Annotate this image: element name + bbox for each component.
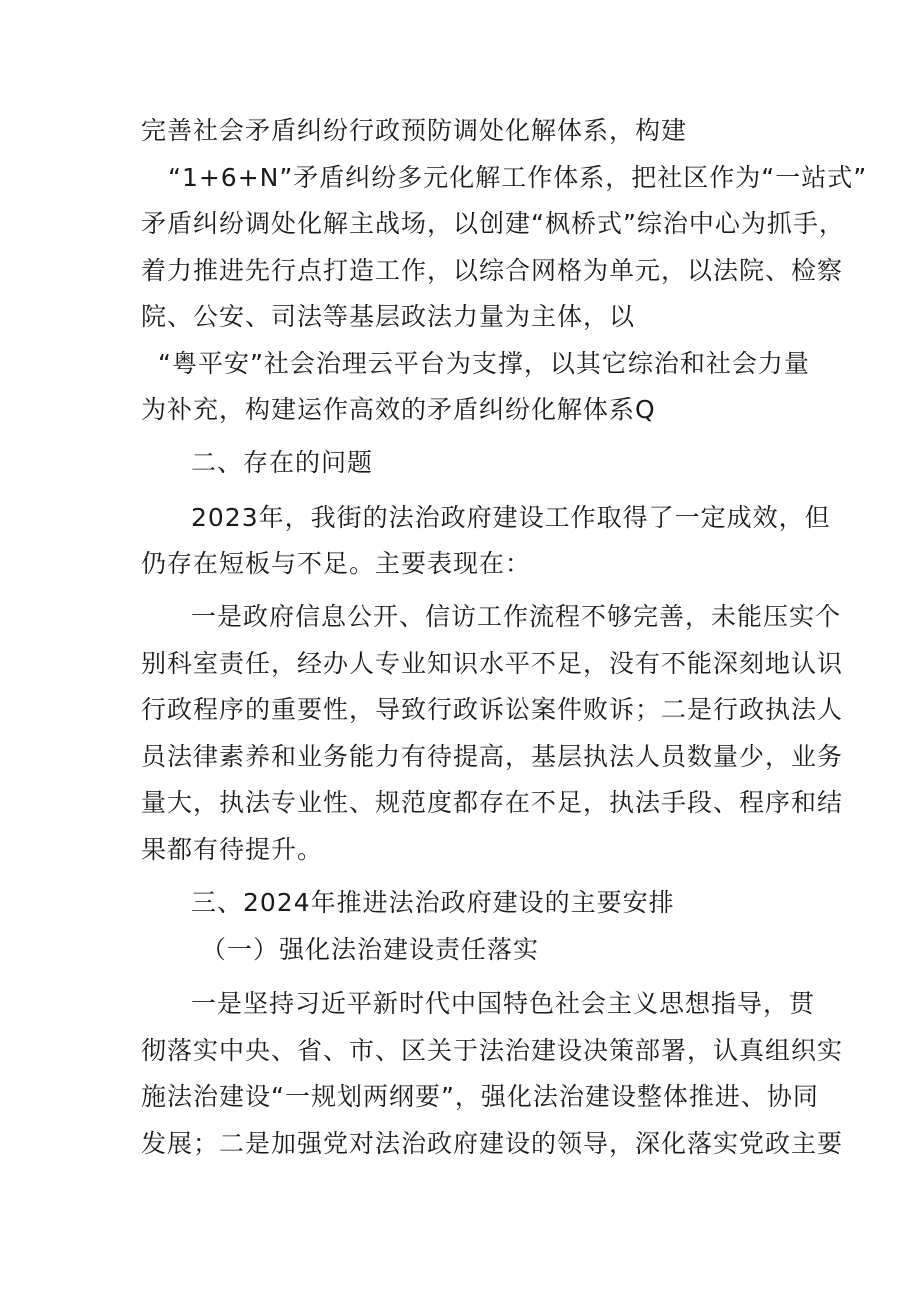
text-line-14: 员法律素养和业务能力有待提高，基层执法人员数量少，业务 <box>141 742 844 771</box>
text-line-21: 施法治建设“一规划两纲要”，强化法治建设整体推进、协同 <box>141 1082 819 1111</box>
text-line-9: 2023年，我街的法治政府建设工作取得了一定成效，但 <box>191 503 831 532</box>
text-line-5: 院、公安、司法等基层政法力量为主体，以 <box>141 302 636 331</box>
text-line-16: 果都有待提升。 <box>141 835 324 864</box>
subsection-heading-1: （一）强化法治建设责任落实 <box>201 935 540 964</box>
text-line-11: 一是政府信息公开、信访工作流程不够完善，未能压实个 <box>191 602 842 631</box>
text-line-19: 一是坚持习近平新时代中国特色社会主义思想指导，贯 <box>191 989 816 1018</box>
text-line-2: “1+6+N”矛盾纠纷多元化解工作体系，把社区作为“一站式” <box>168 163 868 192</box>
text-line-22: 发展；二是加强党对法治政府建设的领导，深化落实党政主要 <box>141 1129 844 1158</box>
text-line-10: 仍存在短板与不足。主要表现在： <box>141 549 532 578</box>
section-heading-3: 三、2024年推进法治政府建设的主要安排 <box>191 888 675 917</box>
text-line-1: 完善社会矛盾纠纷行政预防调处化解体系，构建 <box>141 116 688 145</box>
section-heading-2: 二、存在的问题 <box>191 448 374 477</box>
text-line-12: 别科室责任，经办人专业知识水平不足，没有不能深刻地认识 <box>141 649 844 678</box>
text-line-4: 着力推进先行点打造工作，以综合网格为单元，以法院、检察 <box>141 256 844 285</box>
text-line-13: 行政程序的重要性，导致行政诉讼案件败诉；二是行政执法人 <box>141 695 844 724</box>
text-line-6: “粤平安”社会治理云平台为支撑，以其它综治和社会力量 <box>158 349 810 378</box>
text-line-7: 为补充，构建运作高效的矛盾纠纷化解体系Q <box>141 395 656 424</box>
text-line-20: 彻落实中央、省、市、区关于法治建设决策部署，认真组织实 <box>141 1036 844 1065</box>
text-line-3: 矛盾纠纷调处化解主战场，以创建“枫桥式”综治中心为抓手， <box>141 209 845 238</box>
text-line-15: 量大，执法专业性、规范度都存在不足，执法手段、程序和结 <box>141 788 844 817</box>
